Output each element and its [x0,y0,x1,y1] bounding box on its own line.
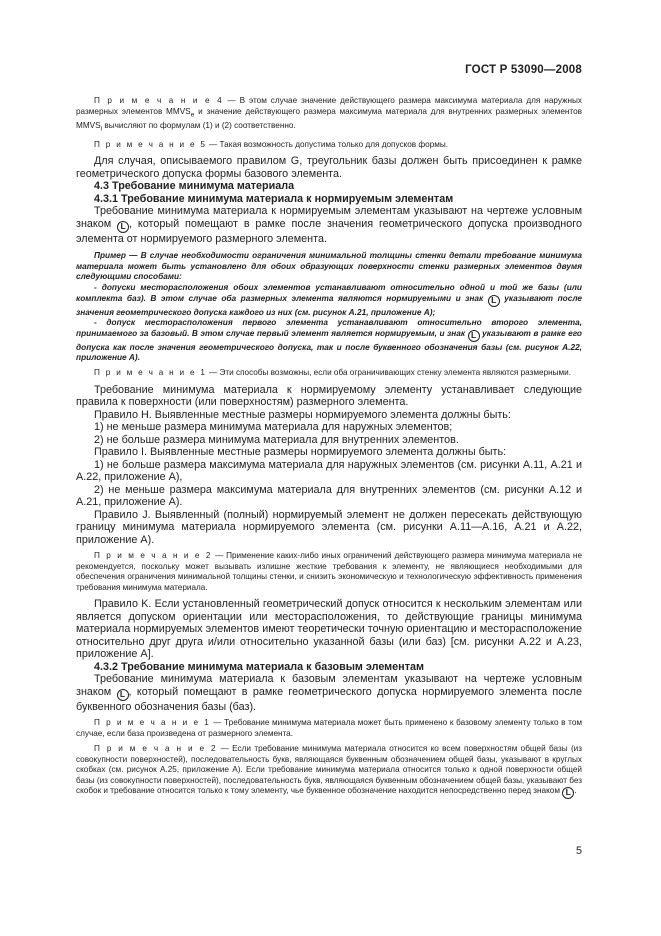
lmc-symbol-icon: L [488,295,500,307]
example-text: - допуск месторасположения первого элемента устанавливают относительно второго элемента, принимаемого за базовый. В этом случае первый элемент является нормируемым, и знак [76,317,582,338]
rule-h-item-1: 1) не меньше размера минимума материала для наружных элементов; [94,421,453,434]
paragraph-rules-intro: Требование минимума материала к нормируемому элементу устанавливает следующие правила к поверхности (или поверхностям) размерного элемента. [76,383,582,409]
note-1-datum [76,718,582,739]
rule-h: Правило H. Выявленные местные размеры нормируемого элемента должны быть: [94,408,511,421]
paragraph-text: Требование минимума материала к нормируемым элементам указывают на чертеже условным знаком [76,205,582,230]
paragraph-text: , который помещают в рамке геометрического допуска нормируемого элемента после буквенного обозначения базы (баз). [76,685,582,713]
paragraph-4-3-1 [76,205,582,245]
rule-j: Правило J. Выявленный (полный) нормируемый элемент не должен пересекать действующую границу минимума материала нормируемого элемента (см. рисунки А.11—А.16, А.21 и А.22, приложение А). [76,508,582,546]
note-text: . [574,786,577,796]
example-item-2 [76,317,582,363]
rule-i-item-2: 2) не меньше размера максимума материала для внутренних элементов (см. рисунки А.12 и А.21, приложение А). [76,483,582,509]
paragraph-4-3-2 [76,673,582,713]
heading-4-3: 4.3 Требование минимума материала [94,180,295,193]
note-5 [76,140,582,151]
subscript: i [100,125,103,133]
paragraph-text: , который помещают в рамке после значения геометрического допуска производного элемента от нормируемого размерного элемента. [76,217,582,245]
example-block [76,250,582,363]
document-header: ГОСТ Р 53090—2008 [465,64,582,76]
example-text: - допуски месторасположения обоих элементов устанавливают относительно одной и той же базы (или комплекта баз). В этом случае оба размерных элемента являются нормируемыми и знак [76,282,582,303]
paragraph-rule-g: Для случая, описываемого правилом G, треугольник базы должен быть присоединен к рамке геометрического допуска формы базового элемента. [76,155,582,180]
note-text: вычисляют по формулам (1) и (2) соответственно. [102,120,296,130]
lmc-symbol-icon: L [117,221,129,233]
note-label: П р и м е ч а н и е 2 [94,551,213,561]
example-text: указывают после значения геометрического допуска каждого из них (см. рисунок А.21, приложение А); [76,292,582,317]
heading-4-3-1: 4.3.1 Требование минимума материала к нормируемым элементам [94,192,454,205]
paragraph-text: Требование минимума материала к базовым элементам указывают на чертеже условным знаком [76,673,582,698]
lmc-symbol-icon: L [117,689,129,701]
note-text: — Применение каких-либо иных ограничений действующего размера минимума материала не рекомендуется, поскольку может вызывать излишне жесткие требования к элементу, не являющиеся необходимыми для обеспечения ограничения минимальной толщины стенки, и снизить экономическую и технологическую эффективность применения требования минимума материала. [76,551,583,592]
note-text: — Эти способы возможны, если оба ограничивающих стенку элемента являются размерными. [206,368,572,378]
lmc-symbol-icon: L [562,787,574,799]
rule-i-item-1: 1) не больше размера максимума материала для наружных элементов (см. рисунки А.11, А.21 и А.22, приложение А), [76,458,582,484]
rule-k: Правило K. Если установленный геометрический допуск относится к нескольким элементам или является допуском ориентации или месторасположения, то действующие границы минимума материала нормируемых элементов имеют теоретически точную ориентацию и месторасположение относительно друг друга и/или относительно указанной базы (или баз) [см. рисунки А.22 и А.23, приложение А]. [76,598,582,661]
note-4 [76,96,582,135]
note-label: П р и м е ч а н и е 1 [94,368,207,378]
lmc-symbol-icon: L [468,330,480,342]
page-number: 5 [575,845,582,857]
example-text: указывают в рамке его допуска как после значения геометрического допуска, так и после буквенного обозначения базы (см. рисунок А.22, приложение А). [76,327,582,363]
example-intro: Пример — В случае необходимости ограничения минимальной толщины стенки детали требование минимума материала может быть установлено для обоих образующих поверхности стенки размерных элементов двумя следующими способами: [76,250,582,282]
note-label: П р и м е ч а н и е 5 [94,139,207,149]
note-2-datum [76,744,582,799]
subscript: e [190,111,195,119]
heading-4-3-2: 4.3.2 Требование минимума материала к базовым элементам [94,660,424,673]
rule-i: Правило I. Выявленные местные размеры нормируемого элемента должны быть: [94,446,507,459]
example-item-1 [76,282,582,317]
note-1 [76,368,582,379]
note-text: и значение действующего размера максимума материала для внутренних размерных элементов MMVS [76,106,582,130]
rule-h-item-2: 2) не больше размера минимума материала для внутренних элементов. [94,433,459,446]
note-text: — Если требование минимума материала относится ко всем поверхностям общей базы (из совокупности поверхностей), последовательность букв, являющаяся буквенным обозначением общей базы, указывают в круглых скобках (см. рисунок А.25, приложение А). Если требование минимума материала относится только к одной поверхности общей базы (из совокупности поверхностей), последовательность букв, являющаяся буквенным обозначением общей базы, указывают без скобок и требование относится только к тому элементу, чье буквенное обозначение находится непосредственно перед знаком [76,744,583,796]
note-label: П р и м е ч а н и е 4 [94,96,224,105]
note-label: П р и м е ч а н и е 2 [94,744,218,754]
note-2 [76,551,582,593]
note-text: — Такая возможность допустима только для допусков формы. [206,139,449,149]
note-label: П р и м е ч а н и е 1 [94,718,211,728]
note-text: — В этом случае значение действующего размера максимума материала для наружных размерных элементов MMVS [76,96,583,116]
note-text: — Требование минимума материала может быть применено к базовому элементу только в том случае, если база произведена от размерного элемента. [76,718,583,738]
document-body [76,96,582,804]
